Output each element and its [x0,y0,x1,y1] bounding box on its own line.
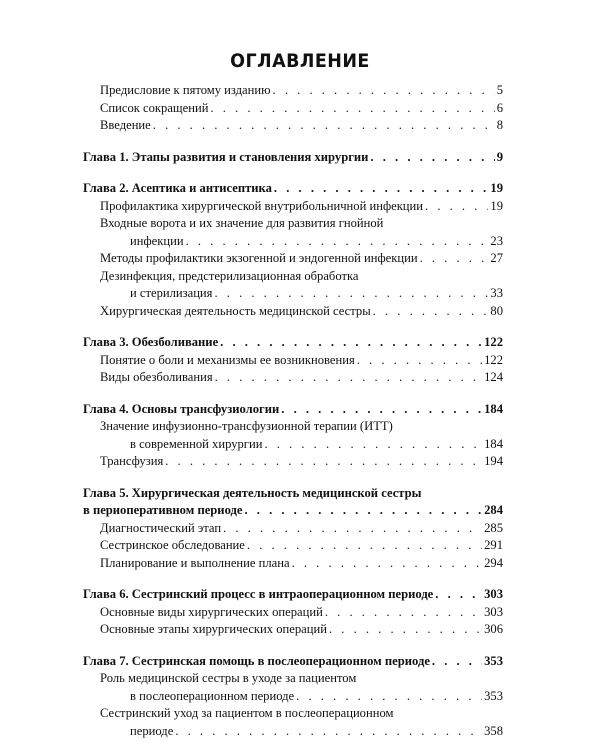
dot-leader [175,723,482,741]
toc-page-number: 5 [496,83,503,97]
toc-entry-label: Методы профилактики экзогенной и эндогенной инфекции [100,251,418,265]
toc-chapter-7[interactable] [83,653,503,671]
toc-page-number: 19 [490,198,503,213]
toc-entry-continuation[interactable] [83,233,503,251]
toc-entry-label: Профилактика хирургической внутрибольничной инфекции [100,198,424,213]
toc-page-number: 122 [484,335,503,349]
dot-leader [244,502,482,520]
toc-entry[interactable] [83,268,503,286]
toc-entry-label: Виды обезболивания [100,370,213,384]
toc-chapter-label: Глава 1. Этапы развития и становления хирургии [83,149,369,164]
toc-page-number: 184 [484,436,503,451]
toc-chapter-3[interactable] [83,334,503,352]
toc-entry-label: Понятие о боли и механизмы ее возникновения [100,352,355,367]
toc-page-number: 184 [484,401,503,416]
toc-chapter-label: в периоперативном периоде [83,503,243,517]
toc-chapter-5-continuation[interactable] [83,502,503,520]
toc-chapter-label: Глава 5. Хирургическая деятельность медицинской сестры [83,485,422,500]
toc-entry-label: Сестринский уход за пациентом в послеоперационном [100,706,394,720]
toc-entry-label: периоде [130,723,174,738]
toc-entry[interactable] [83,250,503,268]
toc-page-number: 19 [490,181,503,195]
toc-entry-label: Хирургическая деятельность медицинской сестры [100,303,371,318]
toc-page-number: 303 [484,587,503,601]
dot-leader [296,688,482,706]
toc-page-number: 291 [484,538,503,552]
toc-entry[interactable] [83,555,503,573]
toc-page-number: 80 [490,303,503,318]
dot-leader [215,369,482,387]
dot-leader [247,537,482,555]
toc-entry-label: Трансфузия [100,454,164,468]
toc-chapter-label: Глава 4. Основы трансфузиологии [83,401,280,416]
toc-page-number: 8 [496,118,503,132]
toc-chapter-label: Глава 2. Асептика и антисептика [83,181,272,195]
toc-entry[interactable] [83,352,503,370]
toc-entry-continuation[interactable] [83,285,503,303]
dot-leader [435,586,482,604]
toc-entry-label: в послеоперационном периоде [130,688,295,703]
toc-entry[interactable] [83,537,503,555]
page-title: ОГЛАВЛЕНИЕ [230,50,370,72]
toc-entry-label: инфекции [130,233,184,248]
toc-entry-label: Список сокращений [100,100,209,115]
dot-leader [214,285,488,303]
toc-chapter-label: Глава 3. Обезболивание [83,335,219,349]
toc-entry[interactable] [83,604,503,622]
toc-page-number: 124 [484,370,503,384]
toc-entry[interactable] [83,621,503,639]
toc-entry-label: Роль медицинской сестры в уходе за пациентом [100,671,357,685]
dot-leader [370,149,494,167]
dot-leader [329,621,482,639]
toc-page-number: 353 [484,688,503,703]
toc-page-number: 358 [484,723,503,738]
dot-leader [432,653,482,671]
toc-page-number: 33 [490,286,503,300]
dot-leader [425,198,488,216]
toc-entry-label: и стерилизация [130,286,213,300]
toc-entry-continuation[interactable] [83,436,503,454]
toc-chapter-label: Глава 7. Сестринская помощь в послеоперационном периоде [83,653,430,668]
toc-entry-label: в современной хирургии [130,436,263,451]
toc-entry-label: Введение [100,118,151,132]
toc-entry-continuation[interactable] [83,723,503,741]
toc-entry-label: Значение инфузионно-трансфузионной терапии (ИТТ) [100,419,393,433]
toc-page-number: 194 [484,454,503,468]
toc-chapter-2[interactable] [83,180,503,198]
dot-leader [273,82,495,100]
toc-entry[interactable] [83,369,503,387]
toc-chapter-4[interactable] [83,401,503,419]
toc-page-number: 284 [484,503,503,517]
dot-leader [186,233,489,251]
dot-leader [153,117,495,135]
toc-page-number: 122 [484,352,503,367]
dot-leader [281,401,482,419]
toc-entry-label: Предисловие к пятому изданию [100,83,271,97]
toc-page-number: 306 [484,622,503,636]
dot-leader [373,303,489,321]
toc-entry[interactable] [83,198,503,216]
toc-entry-abbreviations[interactable] [83,100,503,118]
dot-leader [357,352,482,370]
dot-leader [292,555,483,573]
toc-entry-label: Входные ворота и их значение для развития гнойной [100,216,384,230]
toc-entry-label: Основные виды хирургических операций [100,604,323,619]
dot-leader [220,334,482,352]
toc-entry[interactable] [83,418,503,436]
toc-entry-label: Основные этапы хирургических операций [100,622,327,636]
toc-page-number: 9 [496,149,503,164]
dot-leader [274,180,488,198]
toc-page-number: 6 [496,100,503,115]
toc-entry[interactable] [83,453,503,471]
toc-entry-label: Дезинфекция, предстерилизационная обработка [100,268,359,283]
toc-entry[interactable] [83,215,503,233]
toc-entry[interactable] [83,520,503,538]
toc-entry[interactable] [83,705,503,723]
toc-entry-preface[interactable] [83,82,503,100]
toc-page-number: 303 [484,604,503,619]
toc-entry-introduction[interactable] [83,117,503,135]
toc-page-number: 23 [490,233,503,248]
toc-entry-continuation[interactable] [83,688,503,706]
dot-leader [325,604,482,622]
toc-chapter-6[interactable] [83,586,503,604]
table-of-contents [83,82,503,740]
toc-page-number: 353 [484,653,503,668]
toc-page-number: 294 [484,555,503,570]
toc-entry[interactable] [83,303,503,321]
dot-leader [420,250,489,268]
toc-entry-label: Диагностический этап [100,520,222,535]
dot-leader [223,520,482,538]
toc-entry-label: Планирование и выполнение плана [100,555,290,570]
dot-leader [210,100,494,118]
dot-leader [165,453,482,471]
dot-leader [264,436,482,454]
toc-chapter-1[interactable] [83,149,503,167]
toc-page-number: 27 [490,251,503,265]
toc-chapter-5[interactable] [83,485,503,503]
toc-chapter-label: Глава 6. Сестринский процесс в интраоперационном периоде [83,587,434,601]
toc-entry[interactable] [83,670,503,688]
toc-page-number: 285 [484,520,503,535]
toc-entry-label: Сестринское обследование [100,538,245,552]
